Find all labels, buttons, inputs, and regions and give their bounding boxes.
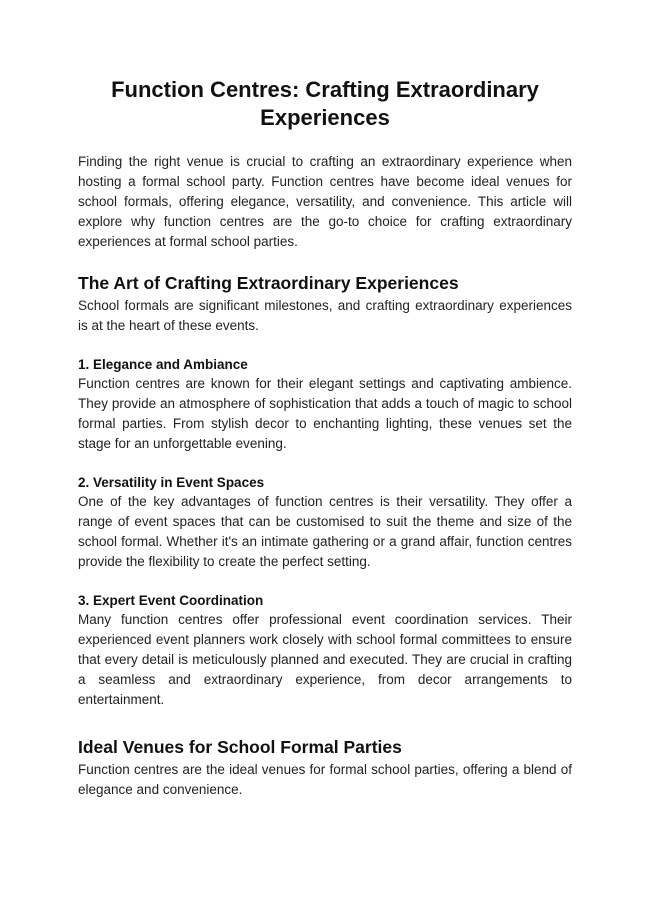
subsection-heading-expert-event-coordination: 3. Expert Event Coordination — [78, 593, 264, 608]
section-heading-art-of-crafting: The Art of Crafting Extraordinary Experiences — [78, 273, 459, 293]
section-paragraph-art-of-crafting: School formals are significant milestones, and crafting extraordinary experiences is at the heart of these events. — [78, 298, 572, 333]
subsection-paragraph-elegance-ambiance: Function centres are known for their elegant settings and captivating ambience. They provide an atmosphere of sophistication that adds a touch of magic to school formal parties. From stylish decor to enchanting lighting, these venues set the stage for an unforgettable evening. — [78, 376, 572, 451]
document-title: Function Centres: Crafting Extraordinary Experiences — [111, 77, 539, 130]
subsection-paragraph-expert-event-coordination: Many function centres offer professional event coordination services. Their experienced event planners work closely with school formal committees to ensure that every detail is meticulously planned and executed. They are crucial in crafting a seamless and extraordinary experience, from decor arrangements to entertainment. — [78, 612, 572, 707]
intro-paragraph: Finding the right venue is crucial to crafting an extraordinary experience when hosting a formal school party. Function centres have become ideal venues for school formals, offering elegance, versatility, and convenience. This article will explore why function centres are the go-to choice for crafting extraordinary experiences at formal school parties. — [78, 154, 572, 249]
subsection-paragraph-versatility-event-spaces: One of the key advantages of function centres is their versatility. They offer a range of event spaces that can be customised to suit the theme and size of the school formal. Whether it's an intimate gathering or a grand affair, function centres provide the flexibility to create the perfect setting. — [78, 494, 572, 569]
section-paragraph-ideal-venues: Function centres are the ideal venues for formal school parties, offering a blend of elegance and convenience. — [78, 762, 572, 797]
subsection-heading-versatility-event-spaces: 2. Versatility in Event Spaces — [78, 475, 265, 490]
section-heading-ideal-venues: Ideal Venues for School Formal Parties — [78, 737, 402, 757]
subsection-heading-elegance-ambiance: 1. Elegance and Ambiance — [78, 357, 248, 372]
